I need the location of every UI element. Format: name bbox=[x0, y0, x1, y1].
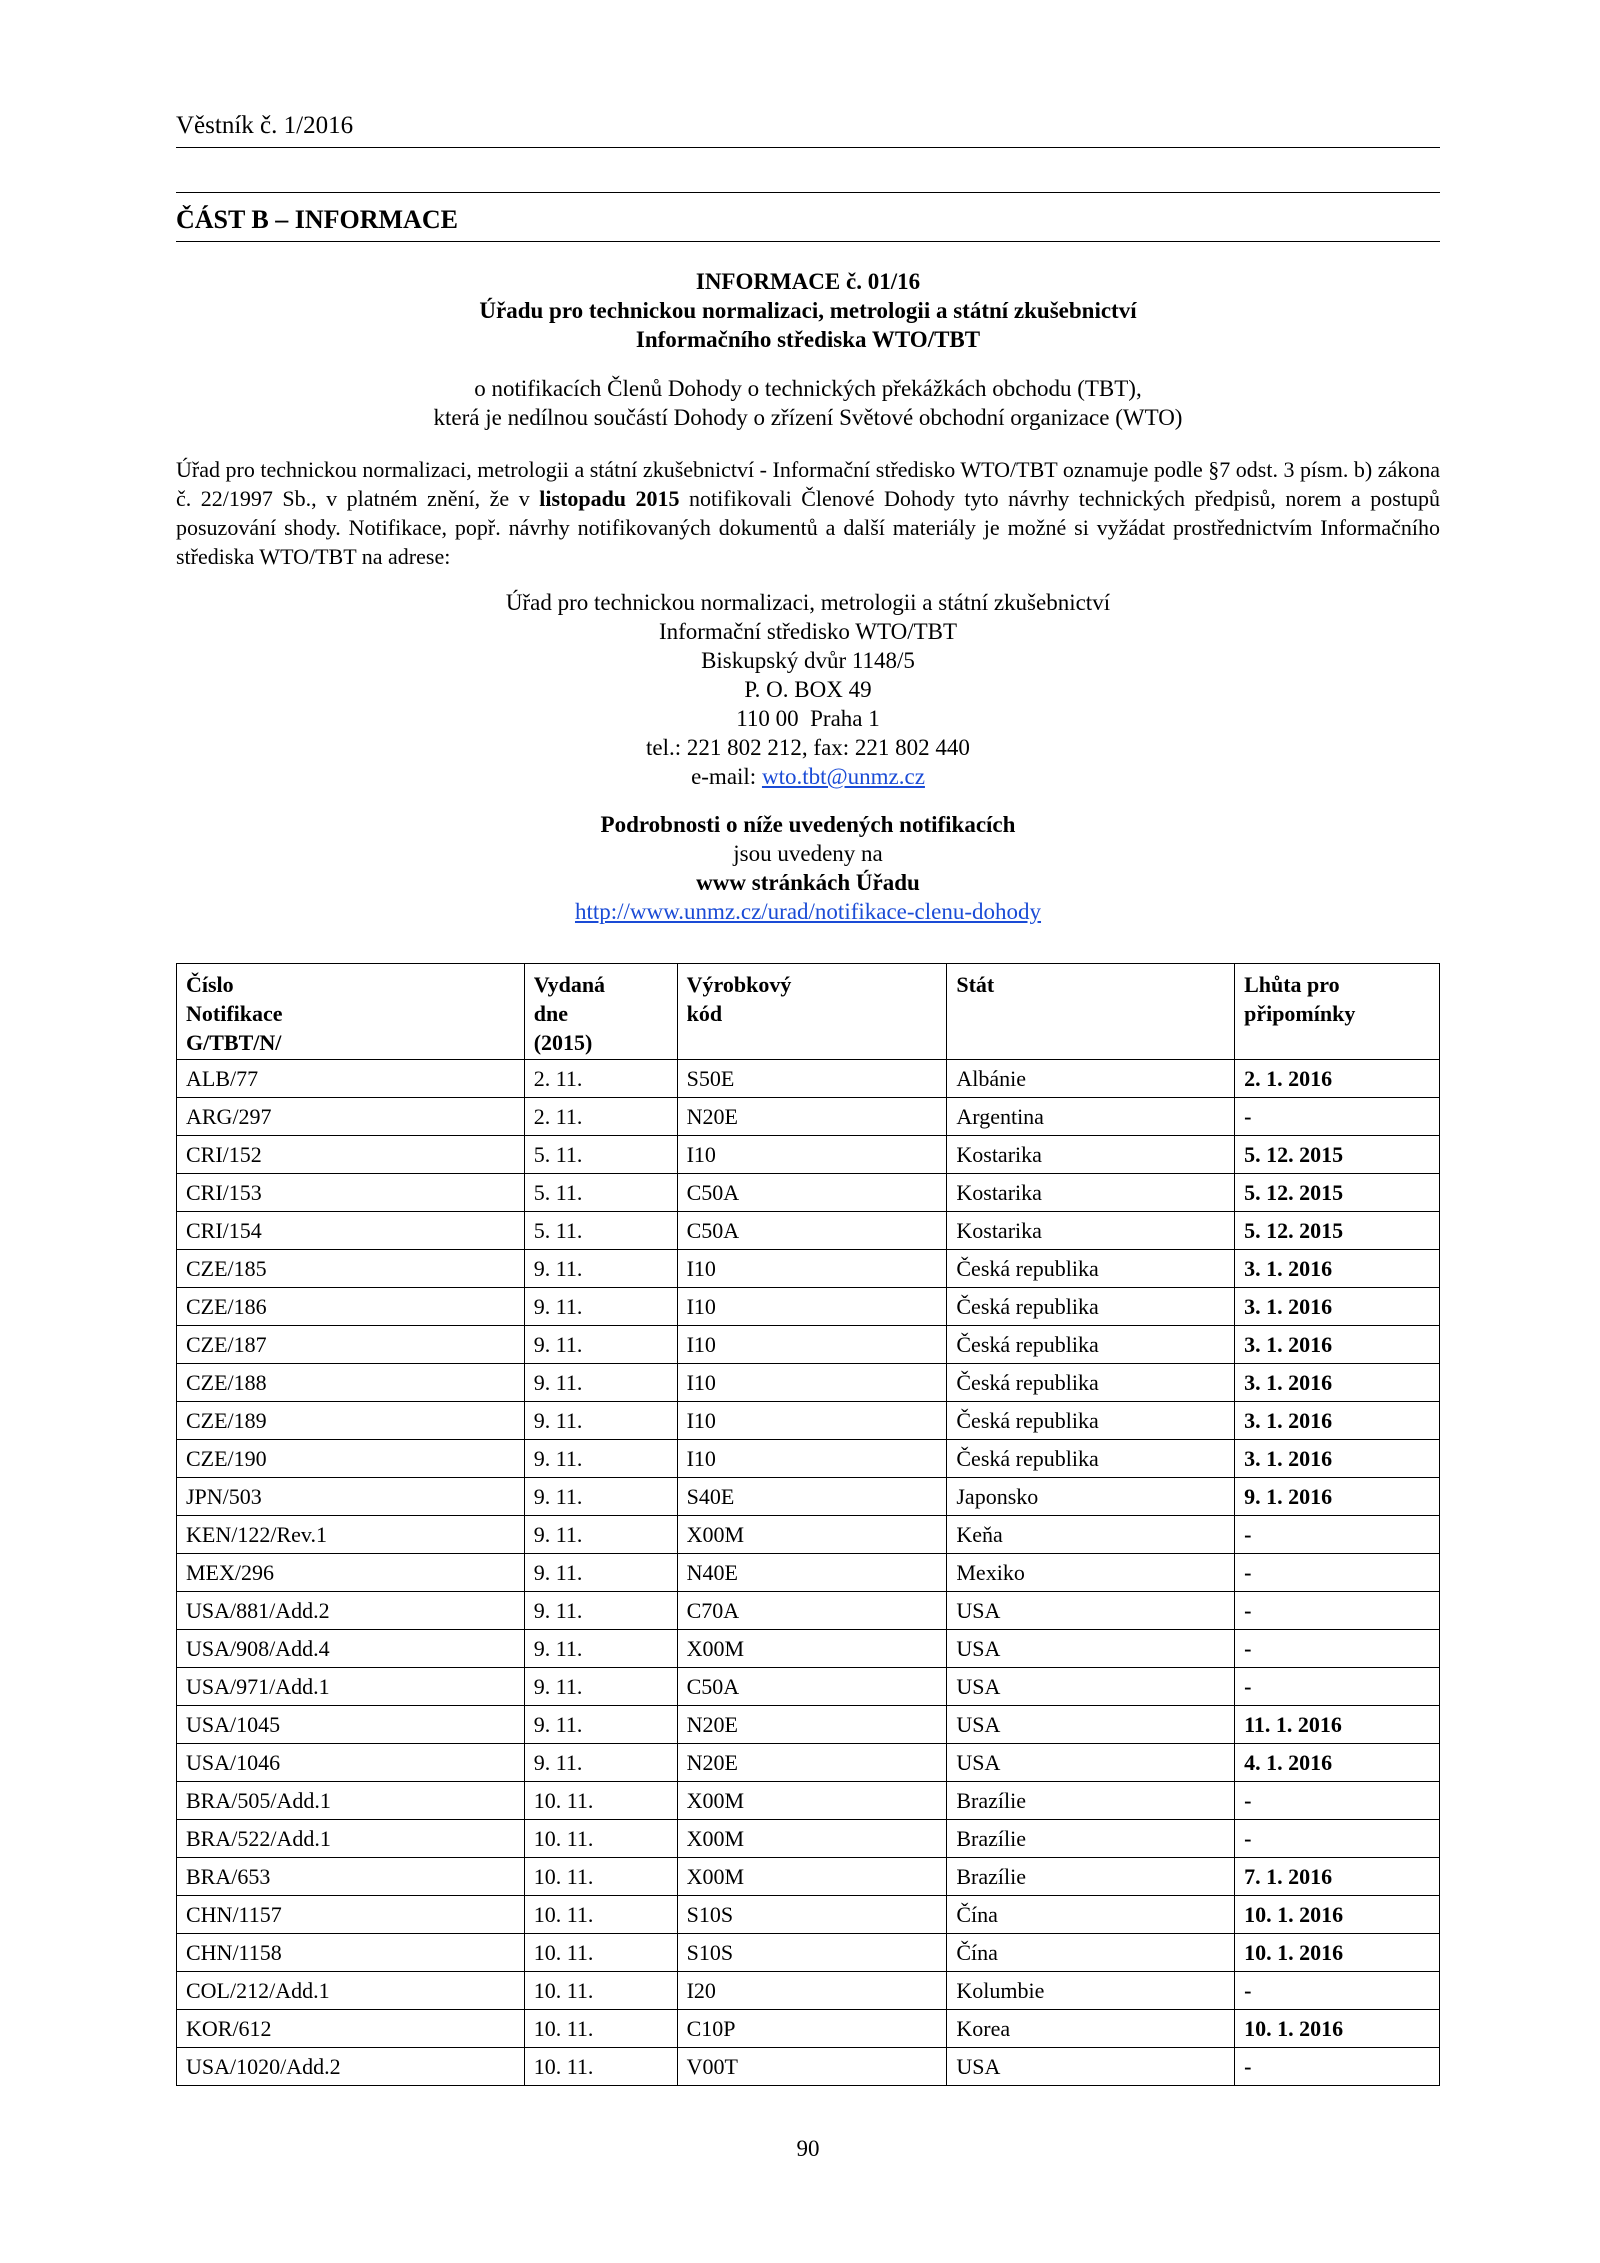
section-title: ČÁST B – INFORMACE bbox=[176, 205, 458, 234]
table-row bbox=[177, 1402, 1440, 1440]
cell-issued: 10. 11. bbox=[524, 1972, 677, 2010]
cell-country: Česká republika bbox=[947, 1364, 1235, 1402]
cell-issued: 9. 11. bbox=[524, 1630, 677, 1668]
cell-country: Brazílie bbox=[947, 1820, 1235, 1858]
address-block bbox=[176, 588, 1440, 791]
address-line5: 110 00 Praha 1 bbox=[736, 706, 880, 731]
cell-deadline: 10. 1. 2016 bbox=[1235, 2010, 1440, 2048]
address-line6: tel.: 221 802 212, fax: 221 802 440 bbox=[646, 735, 970, 760]
cell-issued: 9. 11. bbox=[524, 1706, 677, 1744]
cell-product-code: X00M bbox=[677, 1858, 947, 1896]
cell-issued: 9. 11. bbox=[524, 1554, 677, 1592]
cell-issued: 10. 11. bbox=[524, 2010, 677, 2048]
cell-country: Česká republika bbox=[947, 1402, 1235, 1440]
cell-deadline: - bbox=[1235, 1668, 1440, 1706]
intro-paragraph bbox=[176, 455, 1440, 571]
cell-deadline: 4. 1. 2016 bbox=[1235, 1744, 1440, 1782]
cell-deadline: - bbox=[1235, 1516, 1440, 1554]
cell-notification: CRI/152 bbox=[177, 1136, 525, 1174]
cell-issued: 9. 11. bbox=[524, 1402, 677, 1440]
table-row bbox=[177, 1364, 1440, 1402]
cell-issued: 10. 11. bbox=[524, 1782, 677, 1820]
notice-number: INFORMACE č. 01/16 bbox=[695, 269, 921, 294]
details-line3: www stránkách Úřadu bbox=[696, 870, 920, 895]
cell-issued: 2. 11. bbox=[524, 1060, 677, 1098]
cell-issued: 9. 11. bbox=[524, 1288, 677, 1326]
cell-notification: CHN/1157 bbox=[177, 1896, 525, 1934]
table-row bbox=[177, 1516, 1440, 1554]
cell-notification: USA/1045 bbox=[177, 1706, 525, 1744]
cell-deadline: 3. 1. 2016 bbox=[1235, 1288, 1440, 1326]
cell-notification: CZE/188 bbox=[177, 1364, 525, 1402]
col-header-issued: Vydaná dne (2015) bbox=[524, 964, 677, 1060]
table-row bbox=[177, 1630, 1440, 1668]
cell-notification: BRA/522/Add.1 bbox=[177, 1820, 525, 1858]
notice-issuer-line2: Informačního střediska WTO/TBT bbox=[635, 327, 981, 352]
notice-issuer-line1: Úřadu pro technickou normalizaci, metrologii a státní zkušebnictví bbox=[479, 298, 1137, 323]
table-row bbox=[177, 1554, 1440, 1592]
cell-deadline: - bbox=[1235, 1820, 1440, 1858]
cell-issued: 5. 11. bbox=[524, 1136, 677, 1174]
cell-notification: COL/212/Add.1 bbox=[177, 1972, 525, 2010]
cell-deadline: 3. 1. 2016 bbox=[1235, 1440, 1440, 1478]
header-rule bbox=[176, 147, 1440, 148]
cell-notification: CRI/153 bbox=[177, 1174, 525, 1212]
table-row bbox=[177, 1288, 1440, 1326]
intro-text-part1: Úřad pro technickou normalizaci, metrologii a státní zkušebnictví - Informační středisko WTO/TBT oznamuje podle §7 odst. 3 písm. b) zákona č. 22/1997 Sb., v platném znění, že v bbox=[176, 457, 1440, 511]
cell-product-code: V00T bbox=[677, 2048, 947, 2086]
cell-country: Česká republika bbox=[947, 1288, 1235, 1326]
table-row bbox=[177, 1782, 1440, 1820]
table-row bbox=[177, 1744, 1440, 1782]
cell-notification: JPN/503 bbox=[177, 1478, 525, 1516]
cell-product-code: I10 bbox=[677, 1440, 947, 1478]
cell-country: Argentina bbox=[947, 1098, 1235, 1136]
cell-deadline: - bbox=[1235, 1098, 1440, 1136]
cell-notification: CZE/190 bbox=[177, 1440, 525, 1478]
cell-product-code: I10 bbox=[677, 1326, 947, 1364]
cell-notification: BRA/653 bbox=[177, 1858, 525, 1896]
cell-deadline: 10. 1. 2016 bbox=[1235, 1934, 1440, 1972]
cell-country: Čína bbox=[947, 1934, 1235, 1972]
cell-country: Česká republika bbox=[947, 1440, 1235, 1478]
cell-country: Japonsko bbox=[947, 1478, 1235, 1516]
cell-deadline: - bbox=[1235, 1630, 1440, 1668]
cell-product-code: N40E bbox=[677, 1554, 947, 1592]
cell-issued: 10. 11. bbox=[524, 1896, 677, 1934]
cell-notification: CRI/154 bbox=[177, 1212, 525, 1250]
table-row bbox=[177, 2010, 1440, 2048]
cell-deadline: 9. 1. 2016 bbox=[1235, 1478, 1440, 1516]
cell-notification: ARG/297 bbox=[177, 1098, 525, 1136]
table-row bbox=[177, 1478, 1440, 1516]
cell-country: USA bbox=[947, 1706, 1235, 1744]
cell-notification: CZE/185 bbox=[177, 1250, 525, 1288]
cell-issued: 9. 11. bbox=[524, 1516, 677, 1554]
address-line1: Úřad pro technickou normalizaci, metrologii a státní zkušebnictví bbox=[505, 590, 1111, 615]
cell-product-code: I10 bbox=[677, 1402, 947, 1440]
cell-issued: 9. 11. bbox=[524, 1668, 677, 1706]
table-row bbox=[177, 1136, 1440, 1174]
table-row bbox=[177, 1820, 1440, 1858]
intro-text-bold: listopadu 2015 bbox=[539, 486, 680, 511]
cell-product-code: N20E bbox=[677, 1744, 947, 1782]
cell-notification: USA/881/Add.2 bbox=[177, 1592, 525, 1630]
table-row bbox=[177, 1174, 1440, 1212]
cell-product-code: C50A bbox=[677, 1668, 947, 1706]
cell-product-code: I10 bbox=[677, 1136, 947, 1174]
table-row bbox=[177, 1706, 1440, 1744]
notice-subtitle-line1: o notifikacích Členů Dohody o technických překážkách obchodu (TBT), bbox=[474, 376, 1142, 401]
cell-product-code: X00M bbox=[677, 1516, 947, 1554]
col-header-deadline: Lhůta pro připomínky bbox=[1235, 964, 1440, 1060]
cell-country: USA bbox=[947, 1630, 1235, 1668]
table-row bbox=[177, 1858, 1440, 1896]
cell-issued: 9. 11. bbox=[524, 1440, 677, 1478]
cell-country: USA bbox=[947, 2048, 1235, 2086]
cell-notification: MEX/296 bbox=[177, 1554, 525, 1592]
cell-deadline: 11. 1. 2016 bbox=[1235, 1706, 1440, 1744]
cell-deadline: 3. 1. 2016 bbox=[1235, 1250, 1440, 1288]
cell-country: USA bbox=[947, 1668, 1235, 1706]
cell-deadline: - bbox=[1235, 2048, 1440, 2086]
cell-country: Brazílie bbox=[947, 1782, 1235, 1820]
cell-issued: 9. 11. bbox=[524, 1326, 677, 1364]
cell-deadline: 5. 12. 2015 bbox=[1235, 1136, 1440, 1174]
cell-product-code: I20 bbox=[677, 1972, 947, 2010]
table-row bbox=[177, 1060, 1440, 1098]
cell-country: Mexiko bbox=[947, 1554, 1235, 1592]
cell-issued: 2. 11. bbox=[524, 1098, 677, 1136]
cell-product-code: C70A bbox=[677, 1592, 947, 1630]
cell-product-code: S40E bbox=[677, 1478, 947, 1516]
cell-deadline: 7. 1. 2016 bbox=[1235, 1858, 1440, 1896]
table-row bbox=[177, 1212, 1440, 1250]
cell-country: USA bbox=[947, 1744, 1235, 1782]
table-row bbox=[177, 1668, 1440, 1706]
cell-country: Korea bbox=[947, 2010, 1235, 2048]
email-link[interactable]: wto.tbt@unmz.cz bbox=[761, 764, 925, 789]
notifications-table bbox=[176, 963, 1440, 2086]
cell-product-code: S10S bbox=[677, 1934, 947, 1972]
notice-heading bbox=[176, 267, 1440, 354]
cell-product-code: I10 bbox=[677, 1250, 947, 1288]
cell-country: Albánie bbox=[947, 1060, 1235, 1098]
section-rule-bottom bbox=[176, 241, 1440, 242]
table-body bbox=[177, 1060, 1440, 2086]
notice-subtitle bbox=[176, 374, 1440, 432]
cell-notification: USA/971/Add.1 bbox=[177, 1668, 525, 1706]
cell-product-code: X00M bbox=[677, 1782, 947, 1820]
cell-deadline: 3. 1. 2016 bbox=[1235, 1326, 1440, 1364]
cell-notification: USA/1046 bbox=[177, 1744, 525, 1782]
cell-country: Kostarika bbox=[947, 1212, 1235, 1250]
cell-notification: KOR/612 bbox=[177, 2010, 525, 2048]
cell-notification: USA/908/Add.4 bbox=[177, 1630, 525, 1668]
cell-product-code: S10S bbox=[677, 1896, 947, 1934]
section-rule-top bbox=[176, 192, 1440, 193]
cell-product-code: I10 bbox=[677, 1288, 947, 1326]
table-row bbox=[177, 1440, 1440, 1478]
intro-text-part2: notifikovali Členové Dohody tyto návrhy technických předpisů, norem a postupů posuzování shody. Notifikace, popř. návrhy notifikovaných dokumentů a další materiály je možné si vyžádat prostřednictvím Informačního střediska WTO/TBT na adrese: bbox=[176, 486, 1440, 569]
table-header-row bbox=[177, 964, 1440, 1060]
details-line2: jsou uvedeny na bbox=[733, 841, 883, 866]
cell-notification: KEN/122/Rev.1 bbox=[177, 1516, 525, 1554]
cell-product-code: X00M bbox=[677, 1630, 947, 1668]
cell-country: Brazílie bbox=[947, 1858, 1235, 1896]
cell-notification: USA/1020/Add.2 bbox=[177, 2048, 525, 2086]
cell-notification: CHN/1158 bbox=[177, 1934, 525, 1972]
col-header-product-code: Výrobkový kód bbox=[677, 964, 947, 1060]
cell-product-code: N20E bbox=[677, 1098, 947, 1136]
table-row bbox=[177, 1250, 1440, 1288]
details-line1: Podrobnosti o níže uvedených notifikacích bbox=[600, 812, 1016, 837]
table-row bbox=[177, 1934, 1440, 1972]
cell-issued: 10. 11. bbox=[524, 2048, 677, 2086]
cell-notification: ALB/77 bbox=[177, 1060, 525, 1098]
col-header-notification: Číslo Notifikace G/TBT/N/ bbox=[177, 964, 525, 1060]
cell-issued: 10. 11. bbox=[524, 1934, 677, 1972]
table-row bbox=[177, 1592, 1440, 1630]
table-row bbox=[177, 1098, 1440, 1136]
cell-country: Kostarika bbox=[947, 1136, 1235, 1174]
table-row bbox=[177, 1896, 1440, 1934]
details-url-link[interactable]: http://www.unmz.cz/urad/notifikace-clenu-dohody bbox=[574, 899, 1042, 924]
cell-product-code: C50A bbox=[677, 1174, 947, 1212]
cell-issued: 9. 11. bbox=[524, 1744, 677, 1782]
cell-product-code: X00M bbox=[677, 1820, 947, 1858]
notice-subtitle-line2: která je nedílnou součástí Dohody o zřízení Světové obchodní organizace (WTO) bbox=[433, 405, 1183, 430]
cell-product-code: C50A bbox=[677, 1212, 947, 1250]
address-line4: P. O. BOX 49 bbox=[744, 677, 872, 702]
cell-issued: 5. 11. bbox=[524, 1212, 677, 1250]
cell-country: Čína bbox=[947, 1896, 1235, 1934]
cell-deadline: 3. 1. 2016 bbox=[1235, 1402, 1440, 1440]
cell-deadline: - bbox=[1235, 1554, 1440, 1592]
details-block bbox=[176, 810, 1440, 926]
col-header-country: Stát bbox=[947, 964, 1235, 1060]
cell-deadline: 5. 12. 2015 bbox=[1235, 1174, 1440, 1212]
cell-deadline: - bbox=[1235, 1592, 1440, 1630]
cell-notification: CZE/187 bbox=[177, 1326, 525, 1364]
cell-notification: CZE/186 bbox=[177, 1288, 525, 1326]
table-row bbox=[177, 1326, 1440, 1364]
cell-issued: 9. 11. bbox=[524, 1250, 677, 1288]
cell-country: Česká republika bbox=[947, 1250, 1235, 1288]
cell-country: Keňa bbox=[947, 1516, 1235, 1554]
cell-deadline: 10. 1. 2016 bbox=[1235, 1896, 1440, 1934]
table-row bbox=[177, 2048, 1440, 2086]
cell-product-code: C10P bbox=[677, 2010, 947, 2048]
cell-product-code: N20E bbox=[677, 1706, 947, 1744]
page-number: 90 bbox=[796, 2136, 820, 2161]
cell-deadline: 3. 1. 2016 bbox=[1235, 1364, 1440, 1402]
address-line3: Biskupský dvůr 1148/5 bbox=[701, 648, 915, 673]
cell-deadline: - bbox=[1235, 1782, 1440, 1820]
cell-product-code: S50E bbox=[677, 1060, 947, 1098]
cell-deadline: 2. 1. 2016 bbox=[1235, 1060, 1440, 1098]
cell-issued: 10. 11. bbox=[524, 1820, 677, 1858]
cell-country: Česká republika bbox=[947, 1326, 1235, 1364]
email-label: e-mail: bbox=[691, 764, 762, 789]
address-email-line bbox=[176, 762, 1440, 791]
cell-deadline: 5. 12. 2015 bbox=[1235, 1212, 1440, 1250]
cell-issued: 9. 11. bbox=[524, 1478, 677, 1516]
cell-issued: 5. 11. bbox=[524, 1174, 677, 1212]
cell-product-code: I10 bbox=[677, 1364, 947, 1402]
cell-issued: 10. 11. bbox=[524, 1858, 677, 1896]
cell-issued: 9. 11. bbox=[524, 1364, 677, 1402]
cell-issued: 9. 11. bbox=[524, 1592, 677, 1630]
journal-header: Věstník č. 1/2016 bbox=[176, 112, 354, 139]
cell-notification: BRA/505/Add.1 bbox=[177, 1782, 525, 1820]
cell-country: Kostarika bbox=[947, 1174, 1235, 1212]
address-line2: Informační středisko WTO/TBT bbox=[658, 619, 958, 644]
cell-country: USA bbox=[947, 1592, 1235, 1630]
cell-country: Kolumbie bbox=[947, 1972, 1235, 2010]
cell-deadline: - bbox=[1235, 1972, 1440, 2010]
table-row bbox=[177, 1972, 1440, 2010]
cell-notification: CZE/189 bbox=[177, 1402, 525, 1440]
